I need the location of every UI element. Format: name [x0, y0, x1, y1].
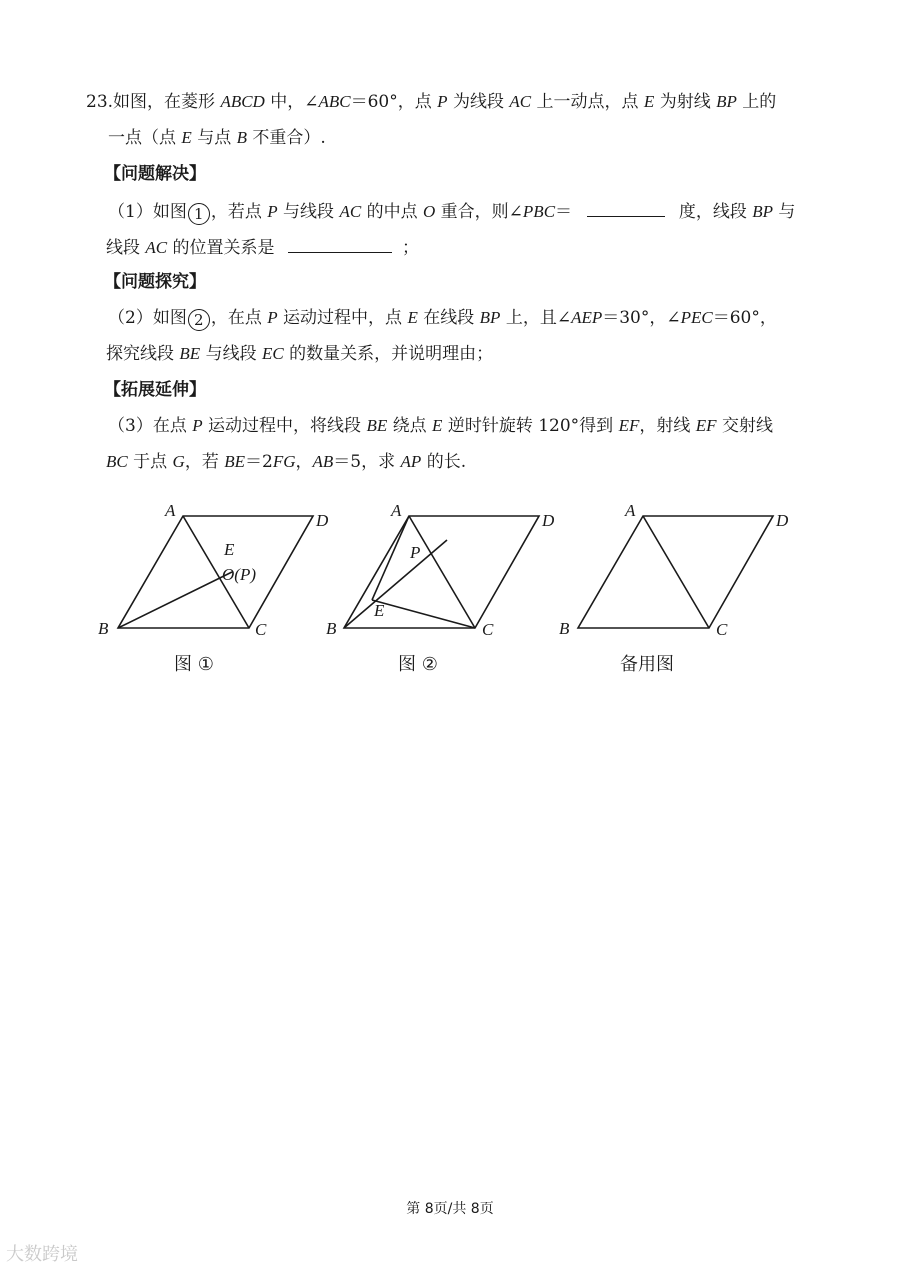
fig1-label-O: O(P) [222, 565, 256, 584]
question-2-line-2: 探究线段 BE 与线段 EC 的数量关系，并说明理由； [106, 344, 494, 364]
section-title-extend: 【拓展延伸】 [104, 380, 206, 400]
circled-number-1: 1 [188, 203, 210, 225]
fig2-label-A: A [391, 501, 402, 520]
section-title-explore: 【问题探究】 [104, 272, 206, 292]
figure-1-rhombus [118, 516, 313, 628]
section-title-solve: 【问题解决】 [104, 164, 206, 184]
fig3-caption: 备用图 [620, 654, 674, 675]
fig1-label-B: B [98, 619, 109, 638]
question-3-line-2: BC 于点 G，若 BE＝2FG，AB＝5，求 AP 的长. [106, 452, 467, 472]
fig1-label-A: A [165, 501, 176, 520]
fig3-label-A: A [625, 501, 636, 520]
answer-blank-angle[interactable] [587, 198, 665, 217]
fig1-label-E: E [224, 540, 235, 559]
answer-blank-position[interactable] [288, 234, 392, 253]
figures-row [0, 490, 900, 690]
fig1-label-D: D [316, 511, 329, 530]
fig1-label-C: C [255, 620, 267, 639]
question-2-line-1: （2）如图 2 ，在点 P 运动过程中，点 E 在线段 BP 上，且∠AEP＝30°，∠PEC＝60°， [108, 308, 777, 329]
fig2-label-D: D [542, 511, 555, 530]
watermark-logo: 大数跨境 [6, 1244, 78, 1265]
fig2-label-E: E [374, 601, 385, 620]
question-1-line-1: （1）如图 1 ，若点 P 与线段 AC 的中点 O 重合，则∠PBC＝ 度，线段 BP 与 [108, 198, 795, 225]
fig2-label-P: P [410, 543, 421, 562]
circled-number-2: 2 [188, 309, 210, 331]
question-1-line-2: 线段 AC 的位置关系是 ； [106, 234, 419, 260]
fig3-label-B: B [559, 619, 570, 638]
figure-3-rhombus [578, 516, 773, 628]
page-footer: 第 8页/共 8页 [406, 1201, 494, 1217]
fig3-label-D: D [776, 511, 789, 530]
question-3-line-1: （3）在点 P 运动过程中，将线段 BE 绕点 E 逆时针旋转 120°得到 EF，射线 EF 交射线 [108, 416, 773, 436]
fig2-label-C: C [482, 620, 494, 639]
fig1-caption: 图 ① [174, 654, 214, 675]
fig2-label-B: B [326, 619, 337, 638]
fig3-label-C: C [716, 620, 728, 639]
problem-line-2: 一点（点 E 与点 B 不重合）. [108, 128, 326, 148]
problem-line-1: 23.如图，在菱形 ABCD 中，∠ABC＝60°，点 P 为线段 AC 上一动点，点 E 为射线 BP 上的 [86, 92, 777, 112]
fig2-caption: 图 ② [398, 654, 438, 675]
